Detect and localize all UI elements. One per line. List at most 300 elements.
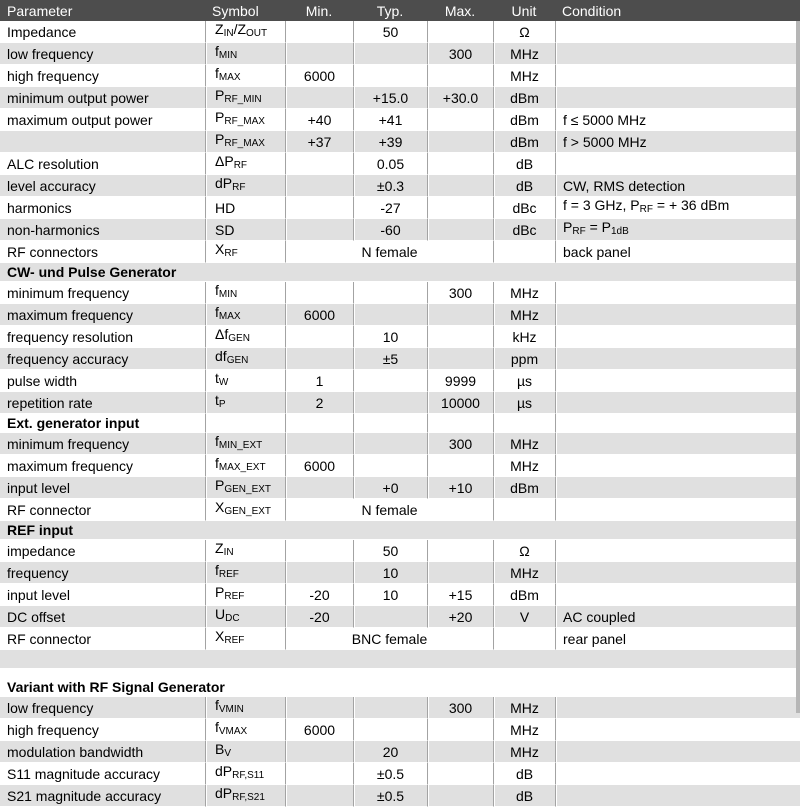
max-cell <box>427 65 493 87</box>
max-cell: +10 <box>427 477 493 499</box>
typ-cell <box>353 43 427 65</box>
unit-cell: dBm <box>493 477 555 499</box>
symbol-cell <box>205 455 285 477</box>
max-cell <box>427 326 493 348</box>
unit-cell: dB <box>493 763 555 785</box>
text-segment: t <box>215 370 219 386</box>
table-row <box>0 562 800 584</box>
unit-cell: MHz <box>493 282 555 304</box>
min-cell <box>285 540 353 562</box>
condition-cell <box>555 219 800 241</box>
subscript-text: OUT <box>246 28 268 39</box>
subscript-text: RF,S11 <box>232 770 265 781</box>
subscript-text: MAX <box>218 311 241 322</box>
condition-cell <box>555 499 800 521</box>
subscript-text: MAX_EXT <box>218 462 266 473</box>
condition-cell <box>555 109 800 131</box>
condition-cell <box>555 433 800 455</box>
parameter-cell: minimum frequency <box>0 433 205 455</box>
parameter-cell: repetition rate <box>0 392 205 414</box>
typ-cell: +39 <box>353 131 427 153</box>
table-row <box>0 65 800 87</box>
symbol-cell <box>205 43 285 65</box>
min-cell <box>285 197 353 219</box>
typ-cell: 50 <box>353 540 427 562</box>
subscript-text: MIN <box>218 50 238 61</box>
subscript-text: GEN_EXT <box>224 484 272 495</box>
condition-cell <box>555 304 800 326</box>
condition-cell <box>555 282 800 304</box>
table-row <box>0 697 800 719</box>
parameter-cell: S11 magnitude accuracy <box>0 763 205 785</box>
empty-cell <box>555 414 800 433</box>
parameter-cell: high frequency <box>0 719 205 741</box>
subscript-text: RF,S21 <box>232 792 265 803</box>
table-row <box>0 477 800 499</box>
parameter-cell: pulse width <box>0 370 205 392</box>
parameter-cell: level accuracy <box>0 175 205 197</box>
min-cell <box>285 282 353 304</box>
symbol-cell <box>205 628 285 650</box>
gap-row <box>0 669 800 678</box>
parameter-cell: frequency accuracy <box>0 348 205 370</box>
symbol-cell <box>205 392 285 414</box>
unit-cell: MHz <box>493 43 555 65</box>
min-cell <box>285 21 353 43</box>
parameter-cell: DC offset <box>0 606 205 628</box>
condition-cell <box>555 43 800 65</box>
max-cell <box>427 719 493 741</box>
unit-cell: ppm <box>493 348 555 370</box>
text-segment: CW, RMS detection <box>563 177 686 194</box>
condition-cell <box>555 584 800 606</box>
text-segment: f > 5000 MHz <box>563 133 647 150</box>
condition-cell <box>555 370 800 392</box>
typ-cell: +0 <box>353 477 427 499</box>
unit-cell: dBm <box>493 109 555 131</box>
typ-cell <box>353 606 427 628</box>
max-cell <box>427 785 493 807</box>
symbol-cell <box>205 606 285 628</box>
parameter-cell: Impedance <box>0 21 205 43</box>
parameter-cell: maximum output power <box>0 109 205 131</box>
typ-cell: 0.05 <box>353 153 427 175</box>
table-row <box>0 741 800 763</box>
parameter-cell: input level <box>0 477 205 499</box>
value-span-cell: N female <box>285 241 493 263</box>
unit-cell: dB <box>493 785 555 807</box>
min-cell <box>285 741 353 763</box>
section-header-row <box>0 521 800 540</box>
text-segment: f <box>215 719 219 735</box>
subscript-text: W <box>218 377 229 388</box>
symbol-cell <box>205 785 285 807</box>
subscript-text: RF_MAX <box>224 138 265 149</box>
min-cell: 6000 <box>285 304 353 326</box>
subscript-text: RF <box>639 204 653 215</box>
typ-cell: 10 <box>353 584 427 606</box>
text-segment: f = 3 GHz, P <box>563 197 640 213</box>
table-row <box>0 87 800 109</box>
unit-cell: µs <box>493 370 555 392</box>
text-segment: back panel <box>563 243 631 260</box>
parameter-cell: frequency resolution <box>0 326 205 348</box>
condition-cell <box>555 540 800 562</box>
text-segment: AC coupled <box>563 608 636 625</box>
unit-cell: MHz <box>493 562 555 584</box>
symbol-cell <box>205 477 285 499</box>
empty-cell <box>205 414 285 433</box>
max-cell <box>427 131 493 153</box>
text-segment: f <box>215 65 219 81</box>
value-span-cell: BNC female <box>285 628 493 650</box>
subscript-text: RF <box>572 226 586 237</box>
min-cell: +37 <box>285 131 353 153</box>
table-row <box>0 719 800 741</box>
unit-cell: dBm <box>493 584 555 606</box>
subscript-text: RF <box>224 248 238 259</box>
subscript-text: REF <box>224 635 245 646</box>
max-cell: 9999 <box>427 370 493 392</box>
unit-cell: dB <box>493 175 555 197</box>
section-title: REF input <box>0 521 800 540</box>
min-cell: +40 <box>285 109 353 131</box>
parameter-cell: maximum frequency <box>0 455 205 477</box>
typ-cell: ±0.3 <box>353 175 427 197</box>
text-segment: f <box>215 43 219 59</box>
subscript-text: MIN <box>218 289 238 300</box>
parameter-cell: RF connector <box>0 499 205 521</box>
table-row <box>0 109 800 131</box>
max-cell <box>427 21 493 43</box>
text-segment: P <box>215 131 225 147</box>
text-segment: ΔP <box>215 153 234 169</box>
text-segment: Δf <box>215 326 229 342</box>
max-cell: +20 <box>427 606 493 628</box>
condition-cell <box>555 241 800 263</box>
text-segment: U <box>215 606 226 622</box>
parameter-cell: low frequency <box>0 43 205 65</box>
unit-cell: MHz <box>493 304 555 326</box>
table-row <box>0 197 800 219</box>
text-segment: f <box>215 433 219 449</box>
text-segment: X <box>215 499 225 515</box>
subscript-text: REF <box>224 591 245 602</box>
table-row <box>0 499 800 521</box>
min-cell <box>285 477 353 499</box>
max-cell: +15 <box>427 584 493 606</box>
table-row <box>0 785 800 807</box>
subscript-text: 1dB <box>610 226 629 237</box>
max-cell <box>427 562 493 584</box>
subscript-text: DC <box>225 613 240 624</box>
min-cell <box>285 348 353 370</box>
table-row <box>0 21 800 43</box>
typ-cell: -60 <box>353 219 427 241</box>
table-row <box>0 370 800 392</box>
max-cell <box>427 741 493 763</box>
table-row <box>0 584 800 606</box>
table-body <box>0 21 800 807</box>
text-segment: f <box>215 304 219 320</box>
max-cell <box>427 153 493 175</box>
table-row <box>0 282 800 304</box>
max-cell: 300 <box>427 43 493 65</box>
condition-cell <box>555 455 800 477</box>
section-header-row <box>0 414 800 433</box>
typ-cell: 10 <box>353 562 427 584</box>
subscript-text: P <box>218 399 226 410</box>
min-cell: -20 <box>285 584 353 606</box>
text-segment: dP <box>215 763 233 779</box>
symbol-cell <box>205 175 285 197</box>
subscript-text: IN <box>223 28 234 39</box>
unit-cell: MHz <box>493 697 555 719</box>
table-row <box>0 43 800 65</box>
unit-cell: dBm <box>493 131 555 153</box>
text-segment: X <box>215 628 225 644</box>
unit-cell <box>493 499 555 521</box>
typ-cell: ±0.5 <box>353 785 427 807</box>
subscript-text: GEN_EXT <box>224 506 272 517</box>
text-segment: f <box>215 697 219 713</box>
empty-cell <box>353 414 427 433</box>
typ-cell: ±0.5 <box>353 763 427 785</box>
column-header-symbol: Symbol <box>205 0 285 21</box>
condition-cell <box>555 326 800 348</box>
page-right-edge <box>796 21 800 713</box>
symbol-cell <box>205 219 285 241</box>
max-cell: 300 <box>427 433 493 455</box>
typ-cell <box>353 370 427 392</box>
subscript-text: GEN <box>228 333 250 344</box>
table-row <box>0 241 800 263</box>
max-cell <box>427 763 493 785</box>
subscript-text: RF <box>233 160 248 171</box>
section-header-row <box>0 263 800 282</box>
table-row <box>0 392 800 414</box>
min-cell: 2 <box>285 392 353 414</box>
symbol-cell <box>205 540 285 562</box>
section-title: CW- und Pulse Generator <box>0 263 800 282</box>
symbol-cell <box>205 326 285 348</box>
empty-cell <box>285 414 353 433</box>
table-row <box>0 348 800 370</box>
symbol-cell <box>205 499 285 521</box>
typ-cell: 50 <box>353 21 427 43</box>
text-segment: HD <box>215 199 236 216</box>
parameter-cell: maximum frequency <box>0 304 205 326</box>
condition-cell <box>555 175 800 197</box>
unit-cell: MHz <box>493 433 555 455</box>
table-row <box>0 326 800 348</box>
condition-cell <box>555 628 800 650</box>
unit-cell: Ω <box>493 21 555 43</box>
text-segment: t <box>215 392 219 408</box>
min-cell: 6000 <box>285 65 353 87</box>
typ-cell <box>353 65 427 87</box>
value-span-cell: N female <box>285 499 493 521</box>
unit-cell: MHz <box>493 719 555 741</box>
subscript-text: RF <box>232 182 246 193</box>
symbol-cell <box>205 282 285 304</box>
condition-cell <box>555 65 800 87</box>
parameter-cell: high frequency <box>0 65 205 87</box>
text-segment: rear panel <box>563 630 627 647</box>
unit-cell: V <box>493 606 555 628</box>
subscript-text: REF <box>218 569 239 580</box>
spacer-row <box>0 650 800 669</box>
max-cell: 300 <box>427 282 493 304</box>
parameter-cell: minimum output power <box>0 87 205 109</box>
typ-cell: -27 <box>353 197 427 219</box>
symbol-cell <box>205 65 285 87</box>
parameter-cell: ALC resolution <box>0 153 205 175</box>
unit-cell: kHz <box>493 326 555 348</box>
symbol-cell <box>205 241 285 263</box>
max-cell: 300 <box>427 697 493 719</box>
parameter-cell <box>0 131 205 153</box>
parameter-cell: input level <box>0 584 205 606</box>
symbol-cell <box>205 304 285 326</box>
parameter-cell: harmonics <box>0 197 205 219</box>
unit-cell: dBc <box>493 219 555 241</box>
condition-cell <box>555 562 800 584</box>
max-cell: 10000 <box>427 392 493 414</box>
symbol-cell <box>205 109 285 131</box>
unit-cell <box>493 628 555 650</box>
table-row <box>0 175 800 197</box>
min-cell: -20 <box>285 606 353 628</box>
subscript-text: VMIN <box>218 704 244 715</box>
symbol-cell <box>205 433 285 455</box>
table-row <box>0 763 800 785</box>
text-segment: f <box>215 455 219 471</box>
condition-cell <box>555 131 800 153</box>
spacer-cell <box>0 650 800 669</box>
table-header <box>0 0 800 21</box>
subscript-text: RF_MIN <box>224 94 262 105</box>
min-cell <box>285 785 353 807</box>
table-row <box>0 304 800 326</box>
condition-cell <box>555 763 800 785</box>
symbol-cell <box>205 21 285 43</box>
text-segment: P <box>215 87 225 103</box>
unit-cell: dB <box>493 153 555 175</box>
max-cell <box>427 304 493 326</box>
unit-cell: MHz <box>493 65 555 87</box>
condition-cell <box>555 606 800 628</box>
unit-cell: dBc <box>493 197 555 219</box>
condition-cell <box>555 21 800 43</box>
gap-cell <box>0 669 800 678</box>
column-header-condition: Condition <box>555 0 800 21</box>
text-segment: f ≤ 5000 MHz <box>563 111 647 128</box>
typ-cell: +15.0 <box>353 87 427 109</box>
section-title: Variant with RF Signal Generator <box>0 678 800 697</box>
max-cell <box>427 455 493 477</box>
max-cell: +30.0 <box>427 87 493 109</box>
table-row <box>0 219 800 241</box>
condition-cell <box>555 785 800 807</box>
condition-cell <box>555 392 800 414</box>
min-cell <box>285 562 353 584</box>
typ-cell: 10 <box>353 326 427 348</box>
table-row <box>0 153 800 175</box>
table-row <box>0 606 800 628</box>
condition-cell <box>555 197 800 219</box>
subscript-text: RF_MAX <box>224 116 265 127</box>
min-cell <box>285 43 353 65</box>
symbol-cell <box>205 153 285 175</box>
parameter-cell: RF connector <box>0 628 205 650</box>
subscript-text: MIN_EXT <box>218 440 263 451</box>
condition-cell <box>555 719 800 741</box>
subscript-text: IN <box>223 547 234 558</box>
typ-cell <box>353 282 427 304</box>
text-segment: Z <box>215 540 224 556</box>
parameter-cell: RF connectors <box>0 241 205 263</box>
text-segment: P <box>563 219 573 235</box>
column-header-max: Max. <box>427 0 493 21</box>
symbol-cell <box>205 562 285 584</box>
typ-cell: ±5 <box>353 348 427 370</box>
min-cell <box>285 175 353 197</box>
subscript-text: MAX <box>218 72 241 83</box>
min-cell <box>285 763 353 785</box>
unit-cell: MHz <box>493 741 555 763</box>
condition-cell <box>555 87 800 109</box>
max-cell <box>427 540 493 562</box>
text-segment: SD <box>215 221 235 238</box>
subscript-text: VMAX <box>218 726 248 737</box>
max-cell <box>427 348 493 370</box>
empty-cell <box>493 414 555 433</box>
typ-cell <box>353 433 427 455</box>
min-cell <box>285 153 353 175</box>
condition-cell <box>555 697 800 719</box>
parameter-cell: non-harmonics <box>0 219 205 241</box>
typ-cell: +41 <box>353 109 427 131</box>
min-cell <box>285 433 353 455</box>
min-cell <box>285 697 353 719</box>
symbol-cell <box>205 348 285 370</box>
text-segment: dP <box>215 785 233 801</box>
symbol-cell <box>205 131 285 153</box>
condition-cell <box>555 348 800 370</box>
typ-cell <box>353 455 427 477</box>
text-segment: P <box>215 109 225 125</box>
condition-cell <box>555 153 800 175</box>
symbol-cell <box>205 584 285 606</box>
parameter-cell: low frequency <box>0 697 205 719</box>
min-cell <box>285 326 353 348</box>
text-segment: = P <box>585 219 611 235</box>
table-row <box>0 455 800 477</box>
subscript-text: GEN <box>226 355 249 366</box>
symbol-cell <box>205 763 285 785</box>
unit-cell: dBm <box>493 87 555 109</box>
min-cell <box>285 87 353 109</box>
table-row <box>0 433 800 455</box>
typ-cell <box>353 719 427 741</box>
typ-cell <box>353 392 427 414</box>
parameter-cell: modulation bandwidth <box>0 741 205 763</box>
typ-cell: 20 <box>353 741 427 763</box>
text-segment: P <box>215 477 225 493</box>
symbol-cell <box>205 697 285 719</box>
condition-cell <box>555 477 800 499</box>
